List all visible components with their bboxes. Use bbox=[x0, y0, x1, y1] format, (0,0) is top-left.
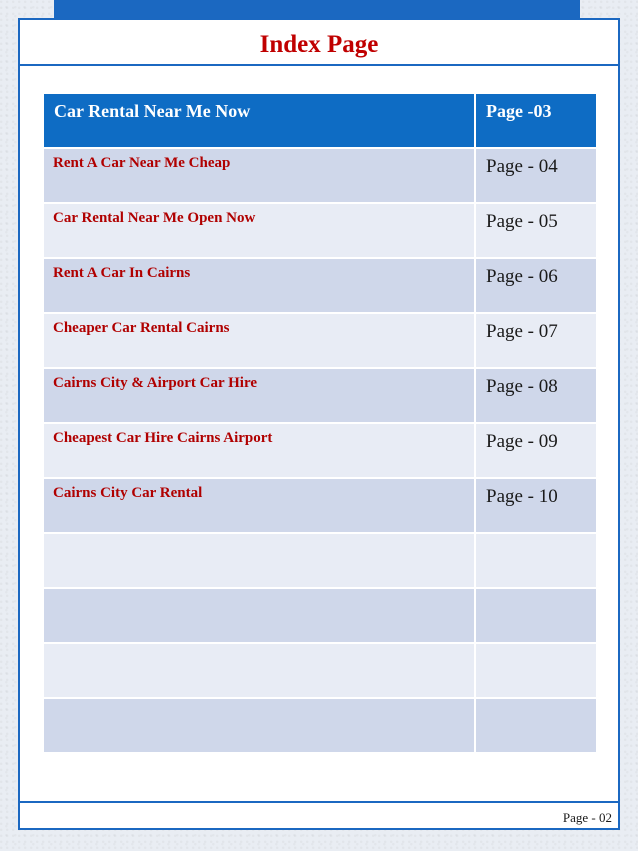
table-row bbox=[43, 258, 597, 313]
entry-page bbox=[475, 588, 597, 643]
table-row bbox=[43, 643, 597, 698]
header-entry-title: Car Rental Near Me Now bbox=[43, 93, 475, 148]
entry-page: Page - 05 bbox=[475, 203, 597, 258]
entry-title: Car Rental Near Me Open Now bbox=[43, 203, 475, 258]
entry-title: Rent A Car In Cairns bbox=[43, 258, 475, 313]
entry-page: Page - 04 bbox=[475, 148, 597, 203]
index-table bbox=[42, 92, 598, 754]
table-row bbox=[43, 148, 597, 203]
entry-title: Cheaper Car Rental Cairns bbox=[43, 313, 475, 368]
table-row bbox=[43, 203, 597, 258]
entry-page: Page - 06 bbox=[475, 258, 597, 313]
entry-title: Rent A Car Near Me Cheap bbox=[43, 148, 475, 203]
table-header-row bbox=[43, 93, 597, 148]
table-row bbox=[43, 478, 597, 533]
table-row bbox=[43, 588, 597, 643]
table-row bbox=[43, 533, 597, 588]
table-row bbox=[43, 698, 597, 753]
entry-title: Cairns City Car Rental bbox=[43, 478, 475, 533]
entry-page: Page - 10 bbox=[475, 478, 597, 533]
entry-title bbox=[43, 698, 475, 753]
entry-page: Page - 07 bbox=[475, 313, 597, 368]
entry-title: Cairns City & Airport Car Hire bbox=[43, 368, 475, 423]
entry-page bbox=[475, 643, 597, 698]
entry-page: Page - 08 bbox=[475, 368, 597, 423]
entry-title bbox=[43, 533, 475, 588]
entry-title bbox=[43, 588, 475, 643]
entry-page bbox=[475, 698, 597, 753]
footer-rule bbox=[18, 801, 620, 803]
page-title: Index Page bbox=[259, 31, 379, 58]
entry-title bbox=[43, 643, 475, 698]
entry-page bbox=[475, 533, 597, 588]
table-row bbox=[43, 368, 597, 423]
table-row bbox=[43, 313, 597, 368]
table-row bbox=[43, 423, 597, 478]
header-rule bbox=[18, 64, 620, 66]
footer-page-number: Page - 02 bbox=[562, 810, 612, 825]
header-entry-page: Page -03 bbox=[475, 93, 597, 148]
entry-title: Cheapest Car Hire Cairns Airport bbox=[43, 423, 475, 478]
entry-page: Page - 09 bbox=[475, 423, 597, 478]
